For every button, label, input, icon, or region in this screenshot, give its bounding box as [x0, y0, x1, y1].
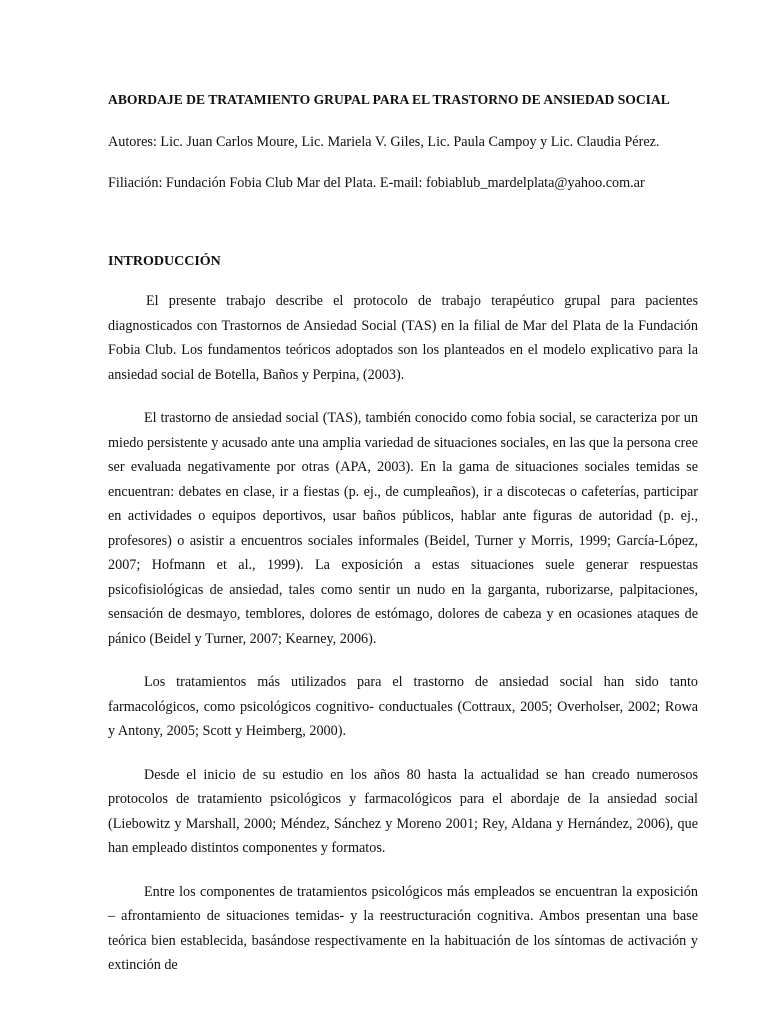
paragraph: Entre los componentes de tratamientos psicológicos más empleados se encuentran la exposición – afrontamiento de situaciones temidas- y la reestructuración cognitiva. Ambos presentan una base teórica bien establecida, basándose respectivamente en la habituación de los síntomas de activación y extinción de	[108, 883, 698, 973]
paragraph: Los tratamientos más utilizados para el trastorno de ansiedad social han sido tanto farmacológicos, como psicológicos cognitivo- conductuales (Cottraux, 2005; Overholser, 2002; Rowa y Antony, 2005; Scott y Heimberg, 2000).	[108, 674, 698, 739]
paragraph: El presente trabajo describe el protocolo de trabajo terapéutico grupal para pacientes diagnosticados con Trastornos de Ansiedad Social (TAS) en la filial de Mar del Plata de la Fundación Fobia Club. Los fundamentos teóricos adoptados son los planteados en el modelo explicativo para la ansiedad social de Botella, Baños y Perpina, (2003).	[108, 293, 698, 383]
affiliation-line: Filiación: Fundación Fobia Club Mar del Plata. E-mail: fobiablub_mardelplata@yahoo.com.ar	[108, 175, 645, 191]
document-title: ABORDAJE DE TRATAMIENTO GRUPAL PARA EL TRASTORNO DE ANSIEDAD SOCIAL	[108, 92, 670, 107]
paragraph: El trastorno de ansiedad social (TAS), también conocido como fobia social, se caracteriza por un miedo persistente y acusado ante una amplia variedad de situaciones sociales, en las que la persona cree ser evaluada negativamente por otras (APA, 2003). En la gama de situaciones sociales temidas se encuentran: debates en clase, ir a fiestas (p. ej., de cumpleaños), ir a discotecas o cafeterías, participar en actividades o equipos deportivos, usar baños públicos, hablar ante figuras de autoridad (p. ej., profesores) o asistir a encuentros sociales informales (Beidel, Turner y Morris, 1999; García-López, 2007; Hofmann et al., 1999). La exposición a estas situaciones suele generar respuestas psicofisiológicas de ansiedad, tales como sentir un nudo en la garganta, ruborizarse, palpitaciones, sensación de desmayo, temblores, dolores de estómago, dolores de cabeza y en ocasiones ataques de pánico (Beidel y Turner, 2007; Kearney, 2006).	[108, 410, 698, 647]
authors-line: Autores: Lic. Juan Carlos Moure, Lic. Mariela V. Giles, Lic. Paula Campoy y Lic. Claudia Pérez.	[108, 134, 660, 150]
paragraph: Desde el inicio de su estudio en los años 80 hasta la actualidad se han creado numerosos protocolos de tratamiento psicológicos y farmacológicos para el abordaje de la ansiedad social (Liebowitz y Marshall, 2000; Méndez, Sánchez y Moreno 2001; Rey, Aldana y Hernández, 2006), que han empleado distintos componentes y formatos.	[108, 766, 698, 856]
section-heading-introduccion: INTRODUCCIÓN	[108, 254, 221, 269]
